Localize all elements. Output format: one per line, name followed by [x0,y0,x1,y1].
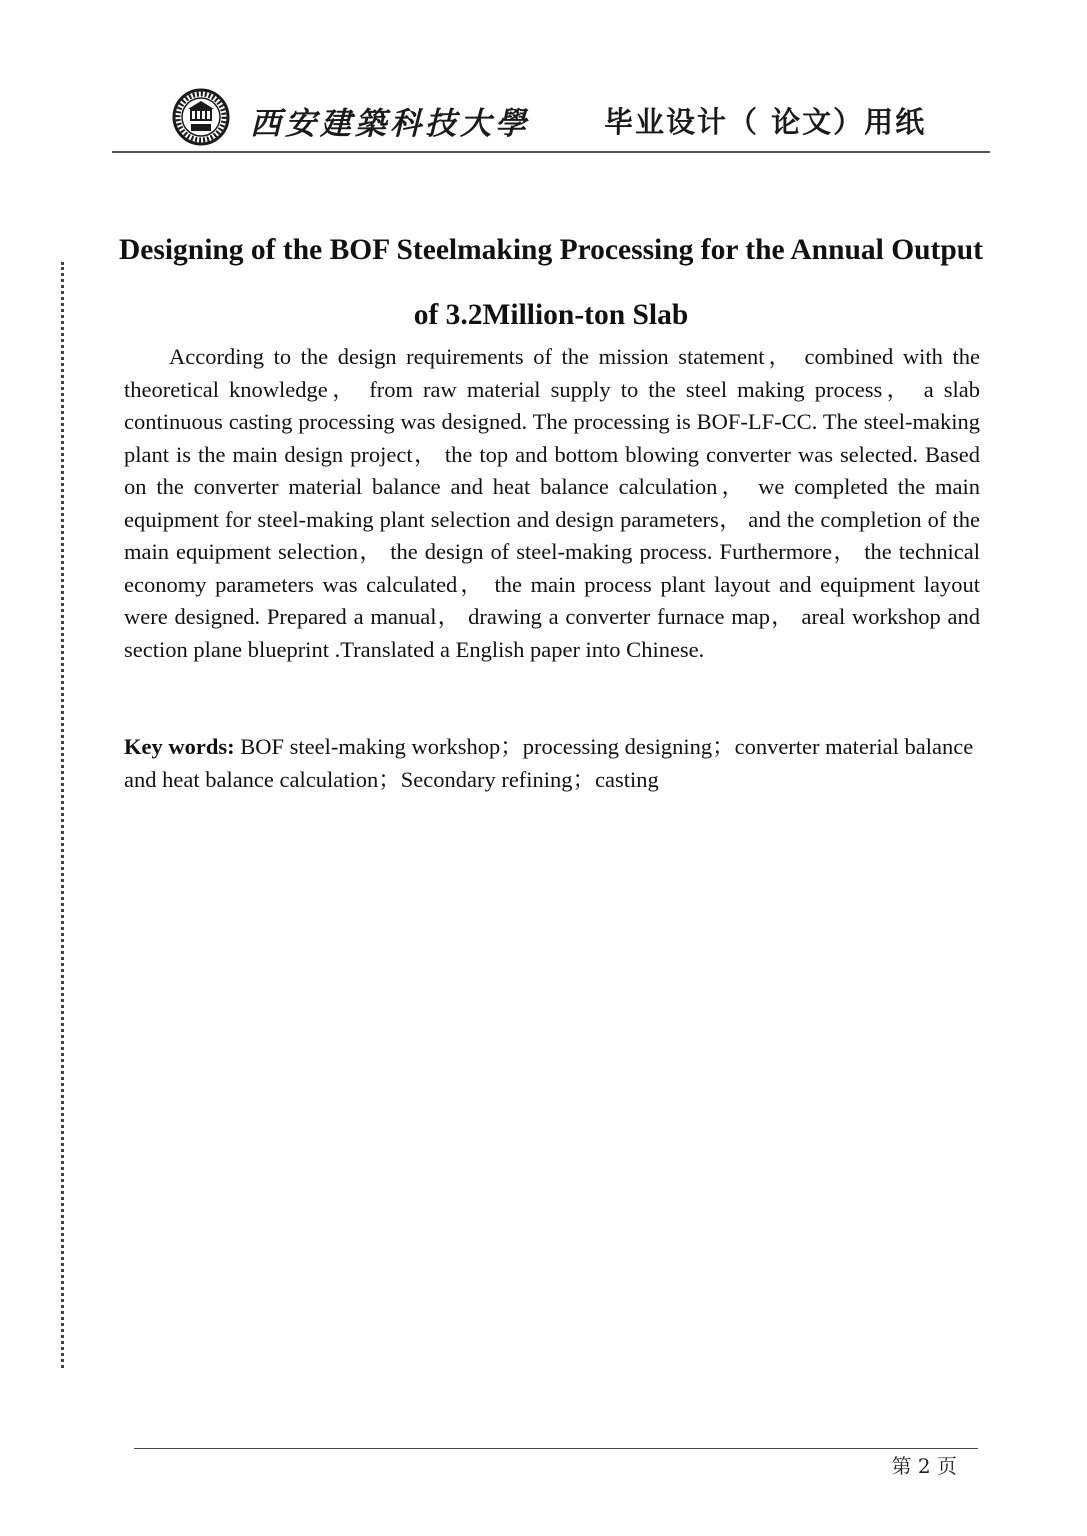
paper-type-label: 毕业设计（ 论文）用纸 [604,105,927,139]
footer-divider [134,1448,978,1449]
page-number: 第 2 页 [891,1454,957,1478]
keywords-paragraph [124,731,980,796]
university-name: 西安建築科技大學 [250,106,530,142]
keywords-text: BOF steel-making workshop；processing designing；converter material balance and heat balance calculation；Secondary refining；casting [124,734,974,792]
document-title: Designing of the BOF Steelmaking Processing for the Annual Output of 3.2Million-ton Slab [118,234,984,331]
abstract-paragraph: According to the design requirements of the mission statement， combined with the theoretical knowledge， from raw material supply to the steel making process， a slab continuous casting processing was designed. The processing is BOF-LF-CC. The steel-making plant is the main design project， the top and bottom blowing converter was selected. Based on the converter material balance and heat balance calculation， we completed the main equipment for steel-making plant selection and design parameters， and the completion of the main equipment selection， the design of steel-making process. Furthermore， the technical economy parameters was calculated， the main process plant layout and equipment layout were designed. Prepared a manual， drawing a converter furnace map， areal workshop and section plane blueprint .Translated a English paper into Chinese. [124,344,980,662]
binding-line [61,262,64,1368]
page-header [112,84,990,154]
header-divider [112,151,990,153]
keywords-label: Key words: [124,734,235,759]
university-seal-icon [172,88,230,146]
